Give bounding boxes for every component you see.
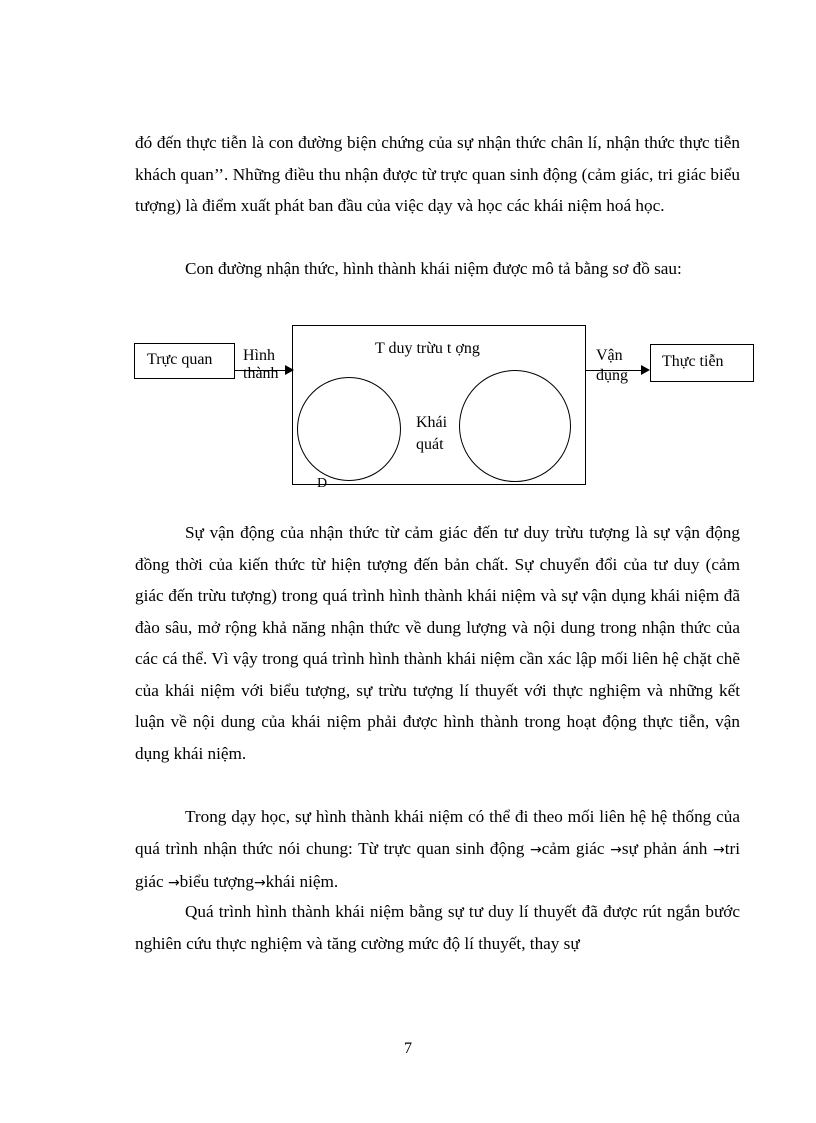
arrowhead-right <box>641 365 650 375</box>
box-thuc-tien: Thực tiễn <box>650 344 754 382</box>
page-number: 7 <box>404 1040 412 1057</box>
arrow-icon: → <box>167 875 180 891</box>
arrow-icon: → <box>253 875 266 891</box>
label-hinh: Hình <box>243 347 275 364</box>
label-dung: dụng <box>596 367 628 384</box>
label-khai: Khái <box>416 414 448 431</box>
label-quat: quát <box>416 436 444 453</box>
box-tu-duy-truu-tuong <box>292 325 586 491</box>
main-title: T duy trừu t ợng <box>375 340 480 357</box>
paragraph-movement: Sự vận động của nhận thức từ cảm giác đến tư duy trừu tượng là sự vận động đồng thời của kiến thức từ hiện tượng đến bản chất. Sự chuyển đổi của tư duy (cảm giác đến trừu tượng) trong quá trình hình thành khái niệm và sự vận dụng khái niệm đã đào sâu, mở rộng khả năng nhận thức về dung lượng và nội dung trong nhận thức của các cá thể. Vì vậy trong quá trình hình thành khái niệm cần xác lập mối liên hệ chặt chẽ của khái niệm với biểu tượng, sự trừu tượng lí thuyết với thực nghiệm và những kết luận về nội dung của khái niệm phải được hình thành trong hoạt động thực tiễn, vận dụng khái niệm. <box>135 523 740 763</box>
arrow-icon: → <box>713 841 725 858</box>
left-circle <box>297 377 401 481</box>
paragraph-intro: đó đến thực tiễn là con đường biện chứng của sự nhận thức chân lí, nhận thức thực tiễn khách quan’’. Những điều thu nhận được từ trực quan sinh động (cảm giác, tri giác biểu tượng) là điểm xuất phát ban đầu của việc dạy và học các khái niệm hoá học. <box>135 133 740 215</box>
label-bottom-partial: D <box>317 476 328 491</box>
arrow-icon: → <box>610 841 622 858</box>
arrow-icon: → <box>529 841 542 858</box>
paragraph-chain: Trong dạy học, sự hình thành khái niệm có thể đi theo mối liên hệ hệ thống của quá trình nhận thức nói chung: Từ trực quan sinh động →cảm giác →sự phản ánh →tri giác →biểu tượng→khái niệm. <box>135 807 741 891</box>
paragraph-diagram-intro: Con đường nhận thức, hình thành khái niệm được mô tả bằng sơ đồ sau: <box>185 259 682 278</box>
label-thanh: thành <box>243 365 279 382</box>
cognition-diagram <box>0 320 816 490</box>
paragraph-last: Quá trình hình thành khái niệm bằng sự tư duy lí thuyết đã được rút ngắn bước nghiên cứu thực nghiệm và tăng cường mức độ lí thuyết, thay sự <box>135 902 740 953</box>
right-circle <box>459 370 571 482</box>
label-van: Vận <box>596 347 623 364</box>
box-truc-quan: Trực quan <box>134 343 235 379</box>
